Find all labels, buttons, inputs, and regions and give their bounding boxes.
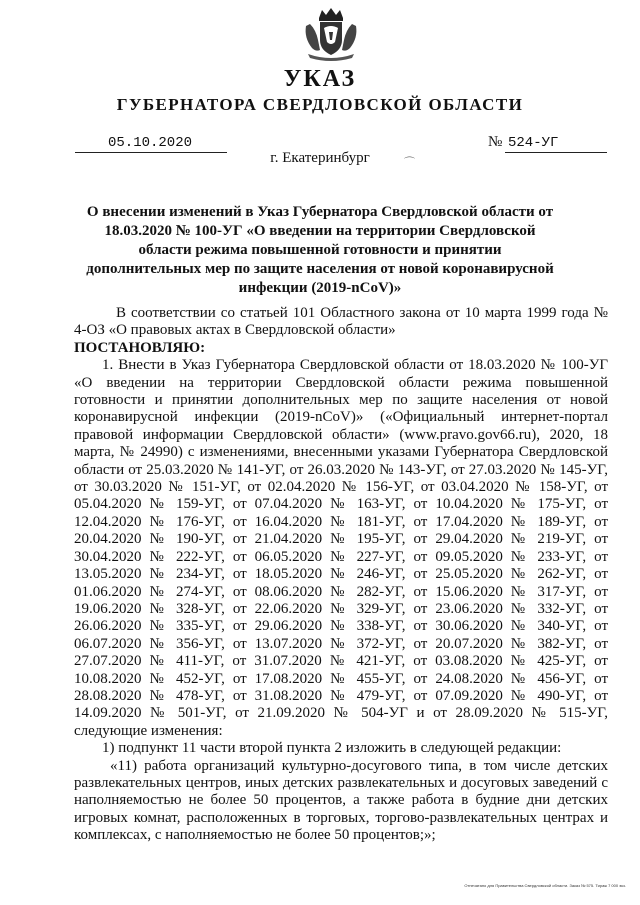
- item-1-paragraph: 1. Внести в Указ Губернатора Свердловской области от 18.03.2020 № 100-УГ «О введении на территории Свердловской области режима повышенной готовности и принятии дополнительных мер по защите населения от новой коронавирусной инфекции (2019-nCoV)» («Официальный интернет-портал правовой информации Свердловской области» (www.pravo.gov66.ru), 2020, 18 марта, № 24990) с изменениями, внесенными указами Губернатора Свердловской области от 25.03.2020 № 141-УГ, от 26.03.2020 № 143-УГ, от 27.03.2020 № 145-УГ, от 30.03.2020 № 151-УГ, от 02.04.2020 № 156-УГ, от 03.04.2020 № 158-УГ, от 05.04.2020 № 159-УГ, от 07.04.2020 № 163-УГ, от 10.04.2020 № 175-УГ, от 12.04.2020 № 176-УГ, от 16.04.2020 № 181-УГ, от 17.04.2020 № 189-УГ, от 20.04.2020 № 190-УГ, от 21.04.2020 № 195-УГ, от 29.04.2020 № 219-УГ, от 30.04.2020 № 222-УГ, от 06.05.2020 № 227-УГ, от 09.05.2020 № 233-УГ, от 13.05.2020 № 234-УГ, от 18.05.2020 № 246-УГ, от 25.05.2020 № 262-УГ, от 01.06.2020 № 274-УГ, от 08.06.2020 № 282-УГ, от 15.06.2020 № 317-УГ, от 19.06.2020 № 328-УГ, от 22.06.2020 № 329-УГ, от 23.06.2020 № 332-УГ, от 26.06.2020 № 335-УГ, от 29.06.2020 № 338-УГ, от 30.06.2020 № 340-УГ, от 06.07.2020 № 356-УГ, от 13.07.2020 № 372-УГ, от 20.07.2020 № 382-УГ, от 27.07.2020 № 411-УГ, от 31.07.2020 № 421-УГ, от 03.08.2020 № 425-УГ, от 10.08.2020 № 452-УГ, от 17.08.2020 № 455-УГ, от 24.08.2020 № 456-УГ, от 28.08.2020 № 478-УГ, от 31.08.2020 № 479-УГ, от 07.09.2020 № 490-УГ, от 14.09.2020 № 501-УГ, от 21.09.2020 № 504-УГ и от 28.09.2020 № 515-УГ, следующие изменения:: [74, 357, 608, 739]
- decree-number: 524-УГ: [508, 135, 559, 151]
- decree-date: 05.10.2020: [107, 135, 192, 151]
- print-footer: Отпечатано для Правительства Свердловской области. Заказ № 575. Тираж 7 000 экз.: [464, 883, 626, 888]
- document-title: УКАЗ: [283, 66, 357, 92]
- decree-subject: О внесении изменений в Указ Губернатора Свердловской области от 18.03.2020 № 100-УГ «О введении на территории Свердловской области режима повышенной готовности и принятии дополнительных мер по защите населения от новой коронавирусной инфекции (2019-nCoV)»: [86, 204, 554, 296]
- coat-of-arms-icon: [302, 6, 360, 62]
- quoted-amendment: «11) работа организаций культурно-досугового типа, в том числе детских развлекательных центров, иных детских развлекательных и досуговых заведений с наполняемостью не более 50 процентов, а также работа в будние дни детских игровых комнат, расположенных в торговых, торгово-развлекательных центрах и комплексах, с наполняемостью не более 50 процентов;»;: [74, 757, 608, 844]
- number-sign: №: [488, 134, 503, 150]
- intro-paragraph: В соответствии со статьей 101 Областного закона от 10 марта 1999 года № 4-ОЗ «О правовых актах в Свердловской области»: [74, 305, 608, 339]
- pen-mark-icon: ⌒: [404, 157, 415, 169]
- city: г. Екатеринбург: [270, 150, 370, 166]
- decree-word: ПОСТАНОВЛЯЮ:: [74, 339, 206, 356]
- decree-body: [74, 305, 608, 845]
- item-1-1-paragraph: 1) подпункт 11 части второй пункта 2 изложить в следующей редакции:: [102, 740, 562, 757]
- document-subtitle: ГУБЕРНАТОРА СВЕРДЛОВСКОЙ ОБЛАСТИ: [116, 95, 524, 114]
